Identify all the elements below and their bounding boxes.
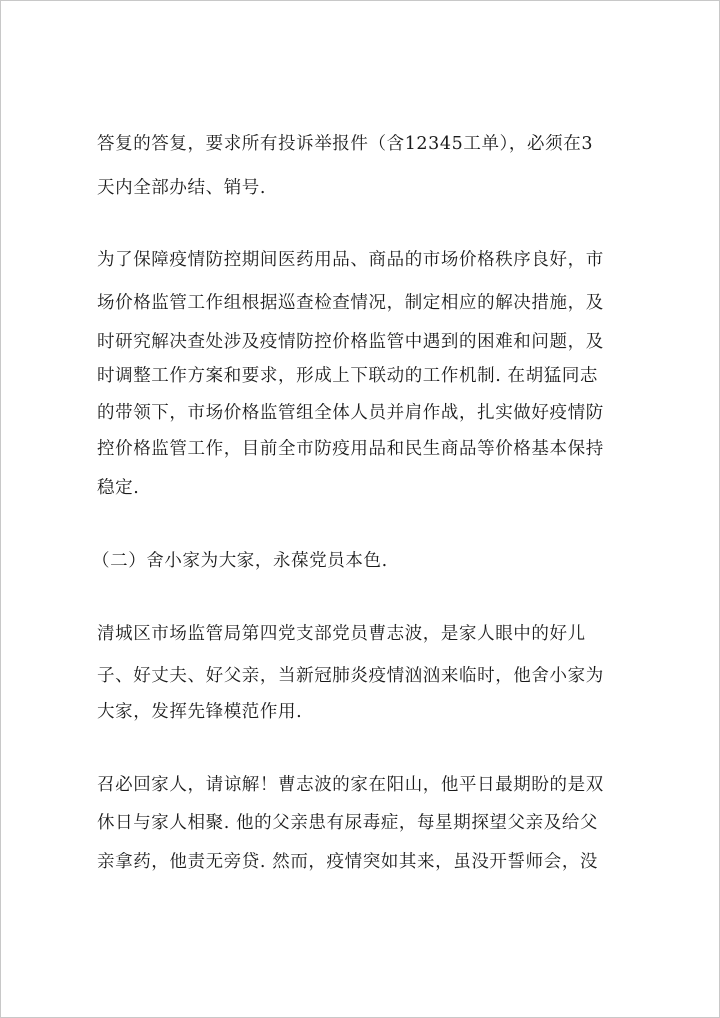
paragraph-2-line-7: 稳定. — [97, 478, 140, 498]
paragraph-1-line-2: 天内全部办结、销号. — [97, 178, 267, 198]
paragraph-5-line-2: 休日与家人相聚. 他的父亲患有尿毒症，每星期探望父亲及给父 — [97, 813, 599, 833]
paragraph-1-line-1: 答复的答复，要求所有投诉举报件（含12345工单），必须在3 — [97, 134, 594, 154]
paragraph-2-line-1: 为了保障疫情防控期间医药用品、商品的市场价格秩序良好，市 — [97, 250, 604, 270]
paragraph-2-line-4: 时调整工作方案和要求，形成上下联动的工作机制. 在胡猛同志 — [97, 366, 599, 386]
paragraph-2-line-2: 场价格监管工作组根据巡查检查情况，制定相应的解决措施，及 — [97, 293, 604, 313]
paragraph-5-line-3: 亲拿药，他责无旁贷. 然而，疫情突如其来，虽没开誓师会，没 — [97, 852, 599, 872]
paragraph-2-line-6: 控价格监管工作，目前全市防疫用品和民生商品等价格基本保持 — [97, 439, 604, 459]
paragraph-2-line-5: 的带领下，市场价格监管组全体人员并肩作战，扎实做好疫情防 — [97, 403, 604, 423]
paragraph-2-line-3: 时研究解决查处涉及疫情防控价格监管中遇到的困难和问题，及 — [97, 332, 604, 352]
section-heading: （二）舍小家为大家，永葆党员本色. — [92, 551, 388, 571]
paragraph-4-line-1: 清城区市场监管局第四党支部党员曹志波，是家人眼中的好儿 — [97, 624, 586, 644]
paragraph-4-line-3: 大家，发挥先锋模范作用. — [97, 702, 303, 722]
paragraph-5-line-1: 召必回家人，请谅解！曹志波的家在阳山，他平日最期盼的是双 — [97, 775, 604, 795]
paragraph-4-line-2: 子、好丈夫、好父亲，当新冠肺炎疫情汹汹来临时，他舍小家为 — [97, 666, 604, 686]
